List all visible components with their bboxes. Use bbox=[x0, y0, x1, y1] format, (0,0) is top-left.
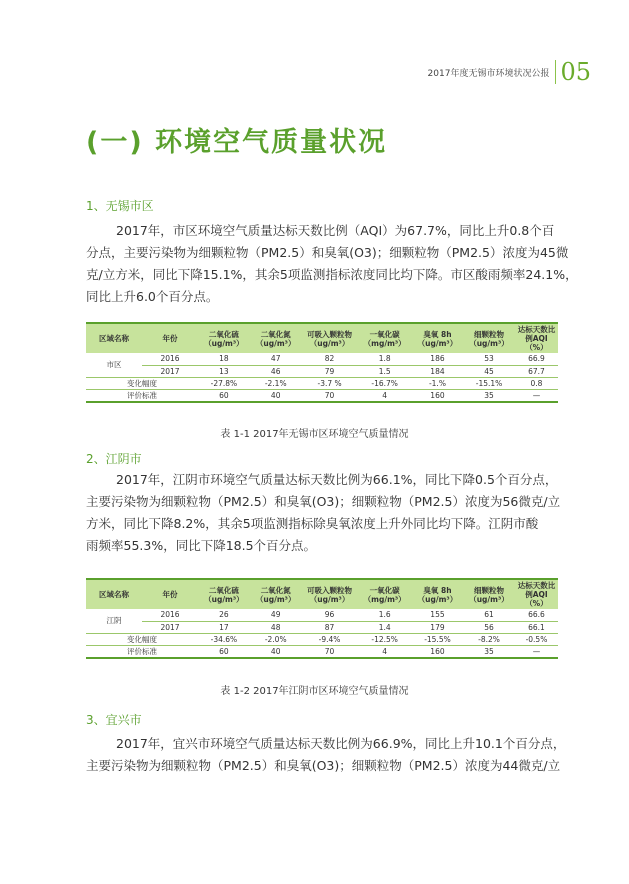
report-title: 2017年度无锡市环境状况公报 bbox=[427, 68, 550, 79]
page-number: 05 bbox=[560, 58, 591, 86]
air-quality-table-jiangyin bbox=[86, 578, 558, 659]
table-header-row bbox=[86, 323, 558, 353]
paragraph-line: 2017年，江阴市环境空气质量达标天数比例为66.1%，同比下降0.5个百分点， bbox=[116, 472, 558, 487]
air-quality-table-wuxi bbox=[86, 322, 558, 403]
col-o3: 臭氧 8h（ug/m³） bbox=[412, 323, 463, 353]
col-pm25: 细颗粒物（ug/m³） bbox=[463, 323, 515, 353]
table-header-row bbox=[86, 579, 558, 609]
table-row-change: 变化幅度 -34.6% -2.0% -9.4% -12.5% -15.5% -8.2% -0.5% bbox=[86, 633, 558, 645]
col-aqi: 达标天数比例AQI（%） bbox=[515, 323, 558, 353]
table-row: 2017 13 46 79 1.5 184 45 67.7 bbox=[86, 365, 558, 377]
page-header bbox=[428, 60, 591, 84]
col-no2: 二氧化氮（ug/m³） bbox=[250, 323, 302, 353]
table-row: 2017 17 48 87 1.4 179 56 66.1 bbox=[86, 621, 558, 633]
col-so2: 二氧化硫（ug/m³） bbox=[198, 323, 250, 353]
paragraph-wuxi bbox=[86, 220, 586, 308]
col-year: 年份 bbox=[142, 323, 198, 353]
subsection-heading-yixing: 3、宜兴市 bbox=[86, 713, 142, 727]
col-year: 年份 bbox=[142, 579, 198, 609]
paragraph-line: 主要污染物为细颗粒物（PM2.5）和臭氧(O3)；细颗粒物（PM2.5）浓度为44微克/立 bbox=[86, 758, 561, 773]
region-cell: 市区 bbox=[86, 353, 142, 377]
table-row-standard: 评价标准 60 40 70 4 160 35 — bbox=[86, 645, 558, 658]
table-caption: 表 1-2 2017年江阴市区环境空气质量情况 bbox=[220, 686, 409, 697]
col-pm10: 可吸入颗粒物（ug/m³） bbox=[302, 579, 358, 609]
col-pm25: 细颗粒物（ug/m³） bbox=[463, 579, 515, 609]
paragraph-line: 2017年，市区环境空气质量达标天数比例（AQI）为67.7%，同比上升0.8个百 bbox=[116, 223, 555, 238]
subsection-heading-wuxi: 1、无锡市区 bbox=[86, 199, 154, 213]
paragraph-line: 2017年，宜兴市环境空气质量达标天数比例为66.9%，同比上升10.1个百分点， bbox=[116, 736, 566, 751]
col-region: 区域名称 bbox=[86, 323, 142, 353]
col-pm10: 可吸入颗粒物（ug/m³） bbox=[302, 323, 358, 353]
table-caption: 表 1-1 2017年无锡市区环境空气质量情况 bbox=[220, 429, 409, 440]
col-so2: 二氧化硫（ug/m³） bbox=[198, 579, 250, 609]
region-cell: 江阴 bbox=[86, 609, 142, 633]
paragraph-line: 雨频率55.3%，同比下降18.5个百分点。 bbox=[86, 538, 317, 553]
col-no2: 二氧化氮（ug/m³） bbox=[250, 579, 302, 609]
paragraph-line: 同比上升6.0个百分点。 bbox=[86, 289, 219, 304]
table-row: 市区 2016 18 47 82 1.8 186 53 66.9 bbox=[86, 353, 558, 365]
paragraph-line: 方米，同比下降8.2%，其余5项监测指标除臭氧浓度上升外同比均下降。江阴市酸 bbox=[86, 516, 539, 531]
table-row-change: 变化幅度 -27.8% -2.1% -3.7 % -16.7% -1.% -15.1% 0.8 bbox=[86, 377, 558, 389]
section-title: (一) 环境空气质量状况 bbox=[86, 127, 388, 158]
paragraph-jiangyin bbox=[86, 469, 586, 557]
paragraph-yixing bbox=[86, 733, 586, 777]
header-divider bbox=[555, 60, 556, 84]
paragraph-line: 克/立方米，同比下降15.1%，其余5项监测指标浓度同比均下降。市区酸雨频率24.1%， bbox=[86, 267, 578, 282]
table-row-standard: 评价标准 60 40 70 4 160 35 — bbox=[86, 389, 558, 402]
col-co: 一氧化碳（mg/m³） bbox=[358, 579, 412, 609]
col-aqi: 达标天数比例AQI（%） bbox=[515, 579, 558, 609]
col-region: 区域名称 bbox=[86, 579, 142, 609]
col-o3: 臭氧 8h（ug/m³） bbox=[412, 579, 463, 609]
subsection-heading-jiangyin: 2、江阴市 bbox=[86, 452, 142, 466]
paragraph-line: 主要污染物为细颗粒物（PM2.5）和臭氧(O3)；细颗粒物（PM2.5）浓度为56微克/立 bbox=[86, 494, 561, 509]
paragraph-line: 分点，主要污染物为细颗粒物（PM2.5）和臭氧(O3)；细颗粒物（PM2.5）浓度为45微 bbox=[86, 245, 569, 260]
table-row: 江阴 2016 26 49 96 1.6 155 61 66.6 bbox=[86, 609, 558, 621]
col-co: 一氧化碳（mg/m³） bbox=[358, 323, 412, 353]
